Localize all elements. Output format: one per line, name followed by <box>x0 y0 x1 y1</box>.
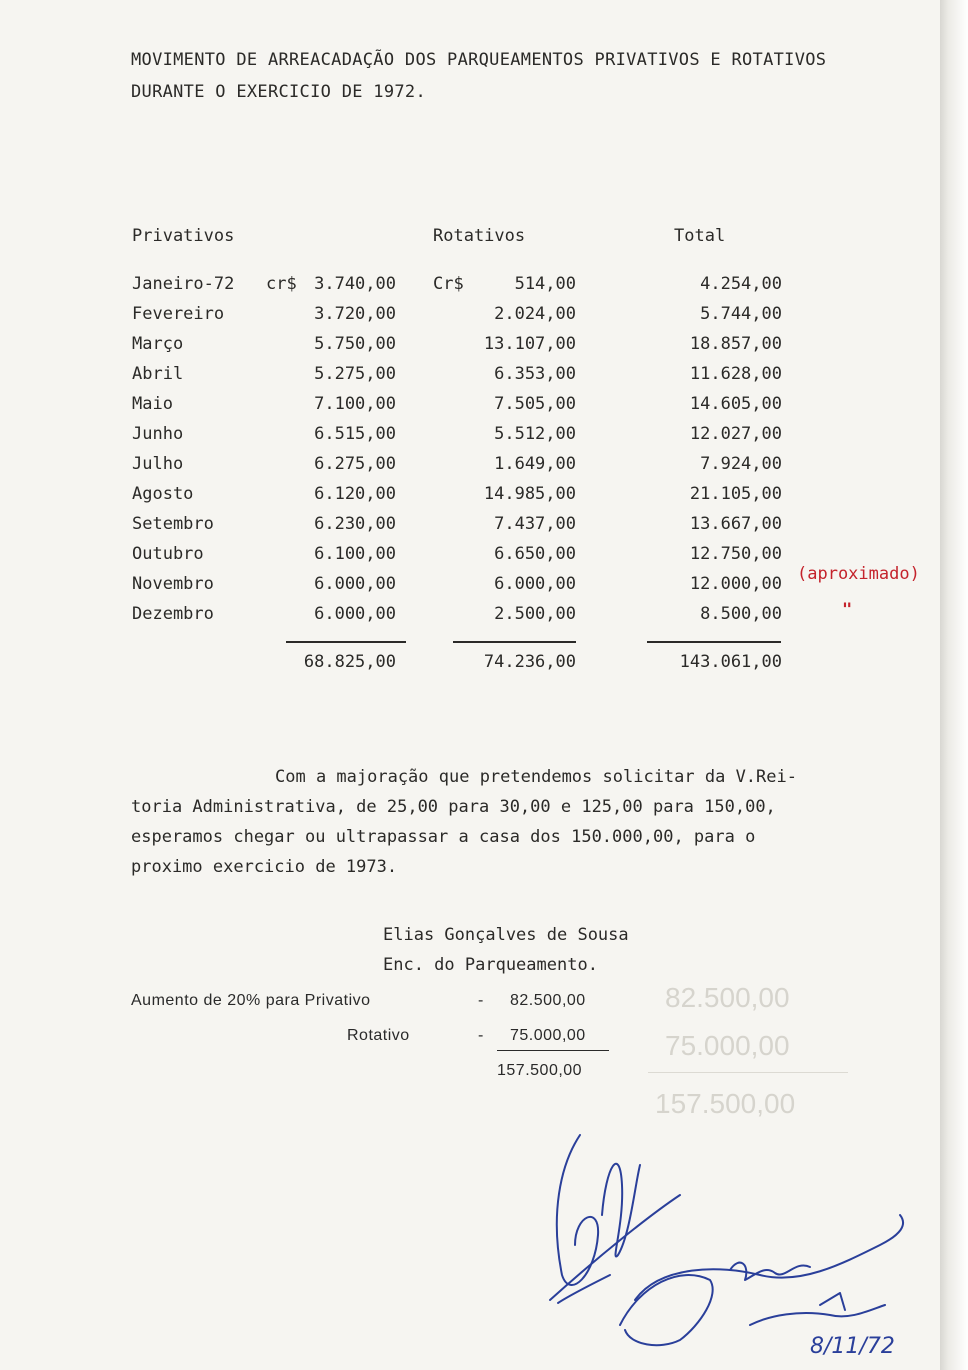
month-cell: Abril <box>132 364 184 384</box>
table-row <box>0 364 940 394</box>
month-cell: Julho <box>132 454 184 474</box>
table-row <box>0 604 940 634</box>
privativos-cell: 6.100,00 <box>314 544 396 564</box>
total-cell: 12.000,00 <box>689 574 782 594</box>
calc-label-rotativo: Rotativo <box>347 1027 410 1044</box>
privativos-cell: 6.230,00 <box>314 514 396 534</box>
month-cell: Fevereiro <box>132 304 225 324</box>
ghost-value: 75.000,00 <box>665 1030 790 1061</box>
page-edge <box>940 0 968 1370</box>
paragraph-line: proximo exercicio de 1973. <box>131 857 398 877</box>
rotativos-cell: 7.505,00 <box>494 394 576 414</box>
table-row <box>0 514 940 544</box>
rotativos-cell: 7.437,00 <box>494 514 576 534</box>
rotativos-cell: 13.107,00 <box>483 334 576 354</box>
rotativos-cell: 1.649,00 <box>494 454 576 474</box>
total-cell: 21.105,00 <box>689 484 782 504</box>
header-privativos: Privativos <box>132 226 235 246</box>
ditto-mark: " <box>842 600 853 620</box>
total-cell: 18.857,00 <box>689 334 782 354</box>
sum-rule-privativos <box>286 641 406 643</box>
table-row <box>0 484 940 514</box>
month-cell: Setembro <box>132 514 214 534</box>
total-cell: 12.750,00 <box>689 544 782 564</box>
signatory-block <box>383 920 629 980</box>
signatory-name: Elias Gonçalves de Sousa <box>383 925 629 945</box>
privativos-cell: 6.000,00 <box>314 574 396 594</box>
rotativos-cell: 6.650,00 <box>494 544 576 564</box>
total-cell: 7.924,00 <box>700 454 782 474</box>
rotativos-cell: 2.500,00 <box>494 604 576 624</box>
sum-rule-rotativos <box>453 641 576 643</box>
total-cell: 12.027,00 <box>689 424 782 444</box>
calc-value-privativo: 82.500,00 <box>510 992 586 1009</box>
currency-cell: Cr$ <box>433 274 464 294</box>
total-cell: 13.667,00 <box>689 514 782 534</box>
paragraph-line: toria Administrativa, de 25,00 para 30,00 e 125,00 para 150,00, <box>131 797 776 817</box>
header-total: Total <box>674 226 726 246</box>
rotativos-cell: 2.024,00 <box>494 304 576 324</box>
privativos-cell: 3.720,00 <box>314 304 396 324</box>
privativos-cell: 6.000,00 <box>314 604 396 624</box>
calc-value-rotativo: 75.000,00 <box>510 1027 586 1044</box>
total-rotativos: 74.236,00 <box>483 652 576 672</box>
total-cell: 11.628,00 <box>689 364 782 384</box>
approximate-note: (aproximado) <box>797 564 920 584</box>
total-cell: 14.605,00 <box>689 394 782 414</box>
totals-row <box>0 652 940 682</box>
rotativos-cell: 514,00 <box>514 274 576 294</box>
ghost-value: 82.500,00 <box>665 982 790 1013</box>
privativos-cell: 3.740,00 <box>314 274 396 294</box>
month-cell: Novembro <box>132 574 214 594</box>
total-cell: 5.744,00 <box>700 304 782 324</box>
calc-sum: 157.500,00 <box>497 1062 583 1079</box>
table-row <box>0 424 940 454</box>
total-cell: 8.500,00 <box>700 604 782 624</box>
month-cell: Janeiro-72 <box>132 274 235 294</box>
privativos-cell: 5.750,00 <box>314 334 396 354</box>
month-cell: Maio <box>132 394 173 414</box>
privativos-cell: 6.120,00 <box>314 484 396 504</box>
rotativos-cell: 6.353,00 <box>494 364 576 384</box>
table-row <box>0 334 940 364</box>
table-row <box>0 394 940 424</box>
rotativos-cell: 5.512,00 <box>494 424 576 444</box>
table-row <box>0 274 940 304</box>
grand-total: 143.061,00 <box>679 652 782 672</box>
body-paragraph <box>131 762 901 882</box>
privativos-cell: 6.515,00 <box>314 424 396 444</box>
rotativos-cell: 14.985,00 <box>483 484 576 504</box>
paragraph-line: esperamos chegar ou ultrapassar a casa dos 150.000,00, para o <box>131 827 756 847</box>
month-cell: Junho <box>132 424 184 444</box>
privativos-cell: 7.100,00 <box>314 394 396 414</box>
signature-date: 8/11/72 <box>810 1334 895 1359</box>
rotativos-cell: 6.000,00 <box>494 574 576 594</box>
month-cell: Março <box>132 334 184 354</box>
title-line-2: DURANTE O EXERCICIO DE 1972. <box>131 82 426 102</box>
privativos-cell: 5.275,00 <box>314 364 396 384</box>
total-privativos: 68.825,00 <box>303 652 396 672</box>
month-cell: Agosto <box>132 484 194 504</box>
paragraph-line: Com a majoração que pretendemos solicitar da V.Rei- <box>275 767 797 787</box>
ghost-rule <box>648 1072 848 1073</box>
privativos-cell: 6.275,00 <box>314 454 396 474</box>
header-rotativos: Rotativos <box>433 226 526 246</box>
calc-label-privativo: Aumento de 20% para Privativo <box>131 992 371 1009</box>
signatory-role: Enc. do Parqueamento. <box>383 955 598 975</box>
calc-underline <box>497 1050 609 1051</box>
month-cell: Dezembro <box>132 604 214 624</box>
calc-dash: - <box>478 992 484 1009</box>
month-cell: Outubro <box>132 544 204 564</box>
calc-dash: - <box>478 1027 484 1044</box>
table-row <box>0 454 940 484</box>
title-line-1: MOVIMENTO DE ARREACADAÇÃO DOS PARQUEAMENTOS PRIVATIVOS E ROTATIVOS <box>131 50 827 70</box>
ghost-value: 157.500,00 <box>655 1088 796 1119</box>
currency-cell: cr$ <box>266 274 297 294</box>
document-title <box>131 44 826 108</box>
handwritten-signature <box>540 1125 930 1365</box>
table-row <box>0 304 940 334</box>
total-cell: 4.254,00 <box>700 274 782 294</box>
sum-rule-total <box>647 641 781 643</box>
